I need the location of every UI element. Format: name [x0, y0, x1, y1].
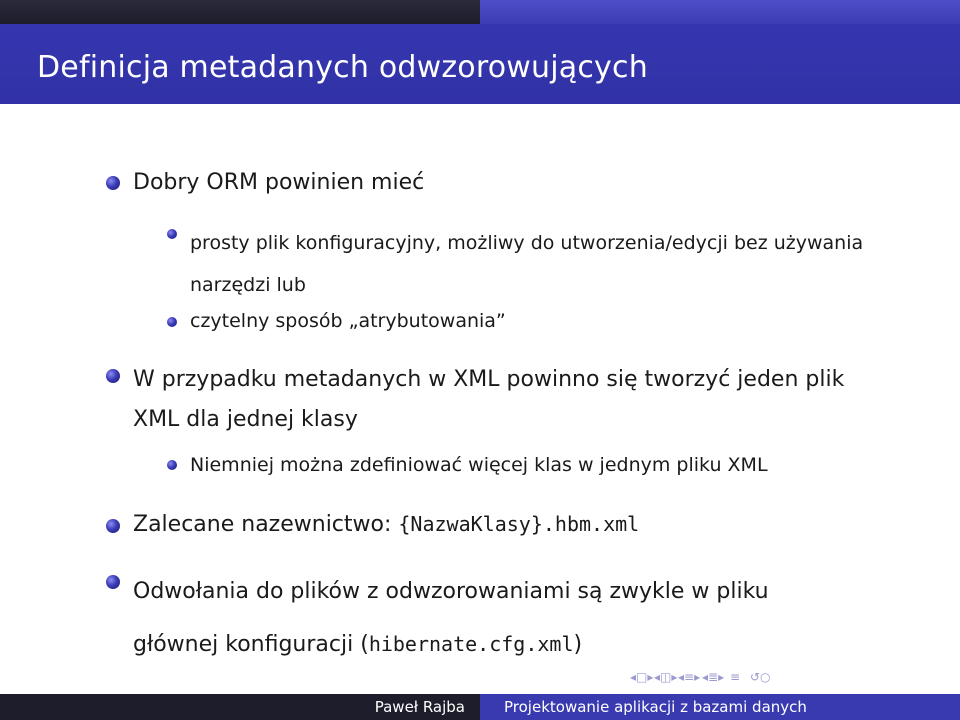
footer: [0, 694, 960, 720]
nav-presentation-icon[interactable]: ◂≣▸: [702, 670, 725, 684]
nav-subsection-icon[interactable]: ◂◫▸: [654, 670, 678, 684]
bullet-item: W przypadku metadanych w XML powinno się tworzyć jeden plik XML dla jednej klasy: [133, 367, 845, 432]
bullet-item: Dobry ORM powinien mieć: [133, 170, 425, 195]
top-strip-right: [480, 0, 960, 24]
bullet-text-suffix: ): [573, 632, 583, 657]
sub-bullet-icon: [167, 229, 177, 239]
bullet-text: Odwołania do plików z odwzorowaniami są zwykle w pliku głównej konfiguracji (: [133, 579, 769, 657]
title-bar: [0, 24, 960, 104]
nav-search-icon[interactable]: ↺○: [750, 670, 771, 684]
nav-prev-frame-icon[interactable]: ◂□▸: [630, 670, 654, 684]
footer-author: Paweł Rajba: [0, 694, 480, 720]
bullet-icon: [106, 519, 120, 533]
beamer-navigation: [630, 670, 771, 684]
file-name-code: hibernate.cfg.xml: [368, 632, 574, 656]
sub-bullet-icon: [167, 460, 177, 470]
bullet-icon: [106, 176, 120, 190]
sub-bullet-item: Niemniej można zdefiniować więcej klas w jednym pliku XML: [190, 454, 768, 476]
bullet-item: [133, 511, 893, 538]
bullet-icon: [106, 369, 120, 383]
sub-bullet-item: prosty plik konfiguracyjny, możliwy do utworzenia/edycji bez używania narzędzi lub: [190, 232, 864, 296]
sub-bullet-item: czytelny sposób „atrybutowania”: [190, 310, 506, 332]
top-strip: [0, 0, 960, 24]
footer-course: Projektowanie aplikacji z bazami danych: [480, 694, 960, 720]
bullet-item: [133, 566, 853, 671]
sub-bullet-icon: [167, 317, 177, 327]
bullet-icon: [106, 575, 120, 589]
nav-outline-icon[interactable]: ≡: [729, 670, 741, 684]
nav-section-icon[interactable]: ◂≡▸: [678, 670, 701, 684]
file-name-code: {NazwaKlasy}.hbm.xml: [398, 512, 640, 536]
top-strip-left: [0, 0, 480, 24]
bullet-text: Zalecane nazewnictwo:: [133, 512, 399, 537]
slide-title: Definicja metadanych odwzorowujących: [37, 50, 648, 85]
